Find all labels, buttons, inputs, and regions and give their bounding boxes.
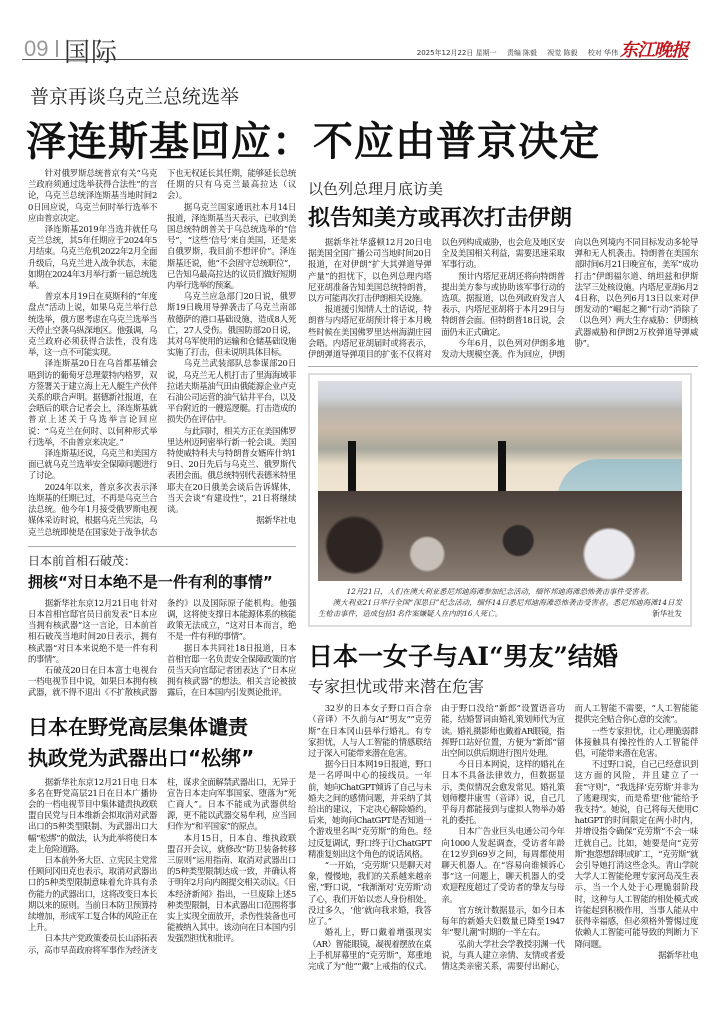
paragraph: 弘前大学社会学教授羽渊一代说，与真人建立亲情、友情或者爱情这类亲密关系，需要付出耐心，而人工智能不需要，“人工智能能提供完全贴合你心意的交流”。 — [441, 703, 698, 971]
paragraph: “一开始，‘克劳斯’只是聊天对象，慢慢地，我们的关系越来越亲密，”野口说，“我渐渐对‘克劳斯’动了心，我们开始以恋人身份相处。没过多久，‘他’就向我求婚，我答应了。” — [308, 860, 432, 927]
paragraph: 泽连斯基还说，乌克兰和美国方面已就乌克兰选举安全保障问题进行了讨论。 — [28, 448, 157, 481]
ai-body — [308, 703, 698, 972]
ai-headline: 日本一女子与AI“男友”结婚 — [308, 642, 618, 672]
paragraph: 官方统计数据显示，如今日本每年的新婚夫妇数量已降至1947年“婴儿潮”时期的一半左右。 — [441, 904, 565, 938]
newspaper-logo: 东江晚报 — [620, 40, 688, 61]
photo-credit: 新华社发 — [652, 609, 682, 619]
paragraph: 据日本共同社18日报道，日本首相官邸一名负责安全保障政策的官员当天向官邸记者团表达了“日本应拥有核武器”的想法。相关言论被披露后，在日本国内引发舆论批评。 — [167, 642, 296, 698]
section-title: 国际 — [64, 38, 119, 68]
arms-body — [28, 777, 296, 956]
paragraph: 日本广告业巨头电通公司今年向1000人发起调查，受访者年龄在12岁到69岁之间，每周都使用聊天机器人。在“容易向谁倾诉心事”这一问题上，聊天机器人的受欢迎程度超过了受访者的挚友与母亲。 — [441, 826, 565, 904]
proofreader: 校对 华伟 — [587, 49, 618, 57]
divider — [28, 546, 296, 547]
divider — [56, 40, 58, 57]
paragraph: 乌克兰应急部门20日说，俄罗斯19日晚用导弹袭击了乌克兰南部敖德萨的港口基础设施，造成8人死亡，27人受伤。俄国防部20日说，其对乌军使用的运输和仓储基础设施实施了打击，但未说明具体目标。 — [167, 291, 296, 358]
paragraph: 报道援引知情人士的话说，特朗普与内塔尼亚胡预计将于本月晚些时候在美国佛罗里达州海湖庄园会晤。内塔尼亚胡届时或将表示，伊朗弹道导弹项目的扩张不仅将对以色列构成威胁，也会危及地区安全及美国相关利益，需要迅速采取军事行动。 — [308, 237, 565, 360]
left-column — [28, 168, 296, 956]
paragraph: 泽连斯基2019年当选并就任乌克兰总统，其5年任期应于2024年5月结束。乌克兰危机2022年2月全面升级后，乌克兰进入战争状态，未能如期在2024年3月举行新一届总统选举。 — [28, 224, 157, 291]
edition-info — [409, 48, 618, 58]
paragraph: 32岁的日本女子野口百合奈（音译）不久前与AI“男友”“克劳斯”在日本冈山县举行婚礼。有专家担忧，人与人工智能的情感联结过于深入可能带来潜在危害。 — [308, 703, 432, 759]
paragraph: 乌克兰武装部队总参谋部20日说，乌克兰无人机打击了里海海域菲拉诺夫斯基油气田由俄能源企业卢克石油公司运营的油气钻井平台，以及平台附近的一艘巡逻艇。打击造成的损失仍在评估中。 — [167, 358, 296, 425]
paragraph: 石破茂20日在日本富士电视台一档电视节目中说，如果日本拥有核武器，就不得不退出《不扩散核武器条约》以及国际原子能机构。他强调，这将使支撑日本能源体系的核能政策无法成立，“这对日本而言，绝不是一件有利的事情”。 — [28, 597, 296, 698]
page-header — [22, 28, 688, 68]
paragraph: 今年6月，以色列对伊朗多地发动大规模空袭。作为回应，伊朗向以色列境内不同目标发动多轮导弹和无人机袭击。特朗普在美国东部时间6月21日晚宣布，美军“成功打击”伊朗福尔道、纳坦兹和伊斯法罕三处核设施。内塔尼亚胡6月24日称，以色列6月13日以来对伊朗发动的“崛起之狮”行动“消除了（以色列）两大生存威胁：伊朗核武器威胁和伊朗2万枚弹道导弹威胁”。 — [441, 237, 698, 360]
paragraph: 针对俄罗斯总统普京有关“乌克兰政府须通过选举获得合法性”的言论，乌克兰总统泽连斯基当地时间20日回应说，乌克兰何时举行选举不应由普京决定。 — [28, 168, 157, 223]
paragraph: 据乌克兰国家通讯社本月14日报道，泽连斯基当天表示，已收到美国总统特朗普关于乌总统选举的“信号”，“这些‘信号’来自美国，还是来自俄罗斯，我目前不想评价”。泽连斯基还说，他“不会固守总统职位”，已告知乌最高拉达的议员们做好短期内举行选举的预案。 — [167, 201, 296, 291]
arms-headline-line2: 执政党为武器出口“松绑” — [28, 745, 255, 770]
credit: 据新华社电 — [256, 515, 296, 526]
page-number: 09 — [24, 36, 49, 61]
paragraph: 泽连斯基20日在乌首都基辅会晤到访的葡萄牙总理蒙特内格罗，双方签署关于建立海上无人艇生产伙伴关系的联合声明。据德新社报道，在会晤后的联合记者会上，泽连斯基就普京上述关于乌选举言论回应说：“乌克兰在何时、以何种形式举行选举，不由普京来决定。” — [28, 358, 157, 447]
editor: 责编 陈毅 — [506, 49, 538, 57]
lead-headline: 泽连斯基回应：不应由普京决定 — [26, 118, 600, 165]
paragraph: 一些专家担忧，让心理脆弱群体接触具有操控性的人工智能伴侣，可能带来潜在危害。 — [574, 725, 698, 759]
news-photo — [318, 381, 682, 581]
lead-body — [28, 168, 296, 538]
divider — [308, 366, 698, 367]
paragraph: 不过野口说，自己已经意识到这方面的风险，并且建立了一套“守则”，“我选择‘克劳斯’并非为了逃避现实，而是希望‘他’能给予我支持”。她说，自己将每天使用ChatGPT的时间限定在两小时内，并增设指令确保“克劳斯”不会一味迁就自己。比如，她要是向“克劳斯”抱怨想辞职或旷工，“克劳斯”就会引导她打消这些念头。青山学院大学人工智能伦理专家河岛茂生表示，当一个人处于心理脆弱阶段时，这种与人工智能的相处模式或许能起到积极作用，当事人能从中获得幸福感，但必须格外警惕过度依赖人工智能可能导致的判断力下降问题。 — [574, 759, 698, 949]
paragraph: 日本前外务大臣、立宪民主党常任顾问冈田克也表示，取消对武器出口的5种类型限制意味着允许具有杀伤能力的武器出口，这将改变日本长期以来的原则。当前日本防卫预算持续增加，形成军工复合体的风险正在上升。 — [28, 854, 157, 933]
date: 2025年12月22日 星期一 — [416, 49, 497, 57]
photo-caption — [318, 586, 682, 619]
ishiba-kicker: 日本前首相石破茂： — [28, 553, 137, 568]
news-photo-box — [308, 373, 692, 627]
israel-kicker: 以色列总理月底访美 — [308, 180, 444, 198]
paragraph: 据新华社东京12月21日电 针对日本首相官邸官员日前发表“日本应当拥有核武器”这一言论，日本前首相石破茂当地时间20日表示，拥有核武器“对日本来说绝不是一件有利的事情”。 — [28, 597, 157, 664]
paragraph: 据新华社东京12月21日电 日本多名在野党高层21日在日本广播协会的一档电视节目中集体谴责执政联盟自民党与日本维新会拟取消对武器出口的5种类型限制、为武器出口大幅“松绑”的做法，认为此举将使日本走上危险道路。 — [28, 776, 157, 854]
photo-crowd — [318, 491, 682, 581]
israel-body — [308, 237, 698, 360]
paragraph: 预计内塔尼亚胡还将向特朗普提出美方参与或协助该军事行动的选项。据报道，以色列政府发言人表示，内塔尼亚胡将于本月29日与特朗普会面。但特朗普18日说，会面仍未正式确定。 — [441, 270, 565, 337]
caption-line: 澳大利亚21日举行全国“深思日”纪念活动，缅怀14日悉尼邦迪海滩恐怖袭击受害者。悉尼邦迪海滩14日发生枪击事件，造成包括1名作案嫌疑人在内的16人死亡。 — [318, 598, 682, 619]
ishiba-body — [28, 598, 296, 699]
visual-editor: 视觉 陈毅 — [547, 49, 578, 57]
paragraph: 2024年以来，普京多次表示泽连斯基的任期已过，不再是乌克兰合法总统。他今年1月接受俄罗斯电视媒体采访时说，根据乌克兰宪法，乌克兰总统即使是在国家处于战争状态下也无权延长其任期，能够延长总统任期的只有乌克兰最高拉达（议会）。 — [28, 168, 296, 537]
paragraph: 今日日本网说，这样的婚礼在日本不具备法律效力，但数据显示，类似情况会愈发常见。婚礼策划师樱井康雪（音译）说，自己几乎每月都能接到与虚拟人物举办婚礼的委托。 — [441, 759, 565, 826]
right-column — [308, 178, 698, 972]
paragraph: 日本共产党政策委员长山添拓表示，高市早苗政府将军事作为经济支柱，谋求全面解禁武器出口，无异于宣告日本走向军事国家、堕落为“死亡商人”。日本不能成为武器供给源，更不能以武器交易牟利，应当回归作为“和平国家”的原点。 — [28, 776, 296, 955]
arms-headline-line1: 日本在野党高层集体谴责 — [28, 714, 248, 739]
paragraph: 与此同时，相关方正在美国佛罗里达州迈阿密举行新一轮会谈。美国特使威特科夫与特朗普女婿库什纳19日、20日先后与乌克兰、俄罗斯代表团会面。俄总统特别代表德米特里耶夫在20日俄美会谈后告诉媒体，当天会谈“有建设性”，21日将继续谈。 — [167, 425, 296, 515]
caption-line: 12月21日，人们在澳大利亚悉尼邦迪海滩参加纪念活动，缅怀邦迪海滩恐怖袭击事件受害者。 — [346, 587, 654, 597]
paragraph: 据新华社华盛顿12月20日电 据美国全国广播公司当地时间20日报道，在对伊朗“扩大其弹道导弹产量”的担忧下，以色列总理内塔尼亚胡准备告知美国总统特朗普，以方可能再次打击伊朗相关设施。 — [308, 237, 432, 304]
paragraph: 普京本月19日在莫斯科的“年度盘点”活动上说，如果乌克兰举行总统选举，俄方愿考虑在乌克兰选举当天停止空袭乌纵深地区。他强调，乌克兰政府必须获得合法性，没有选举，这一点不可能实现。 — [28, 291, 157, 358]
ishiba-headline: 拥核“对日本绝不是一件有利的事情” — [28, 572, 273, 591]
lead-kicker: 普京再谈乌克兰总统选举 — [30, 86, 240, 108]
paragraph: 婚礼上，野口戴着增强现实（AR）智能眼镜，凝视着摆放在桌上手机屏幕里的“克劳斯”，郑重地完成了为“他”“戴”上戒指的仪式。由于野口没给“新郎”设置语音功能，结婚誓词由婚礼策划师代为宣读。婚礼摄影师也戴着AR眼镜，指挥野口站好位置，方便为“新郎”留出空间以供后期进行图片处理。 — [308, 703, 565, 971]
israel-headline: 拟告知美方或再次打击伊朗 — [308, 205, 573, 231]
credit: 据新华社电 — [658, 949, 698, 960]
paragraph: 本月15日，日本自、维执政联盟召开会议，就修改“防卫装备转移三原则”运用指南、取消对武器出口的5种类型限制达成一致，并确认将于明年2月向内阁提交相关动议。《日本经济新闻》指出，一旦废除上述5种类型限制，日本武器出口范围将事实上实现全面放开，杀伤性装备也可能被纳入其中。该动向在日本国内引发强烈担忧和批评。 — [167, 832, 296, 944]
ai-subtitle: 专家担忧或带来潜在危害 — [308, 677, 485, 697]
paragraph: 据今日日本网19日报道，野口是一名呼叫中心的接线员。一年前，她向ChatGPT倾诉了自己与未婚夫之间的感情问题，并采纳了其给出的建议，下定决心解除婚约。后来，她询问ChatGPT是否知道一个游戏里名叫“克劳斯”的角色。经过反复调试，野口终于让ChatGPT精准复刻出这个角色的说话风格。 — [308, 759, 432, 859]
